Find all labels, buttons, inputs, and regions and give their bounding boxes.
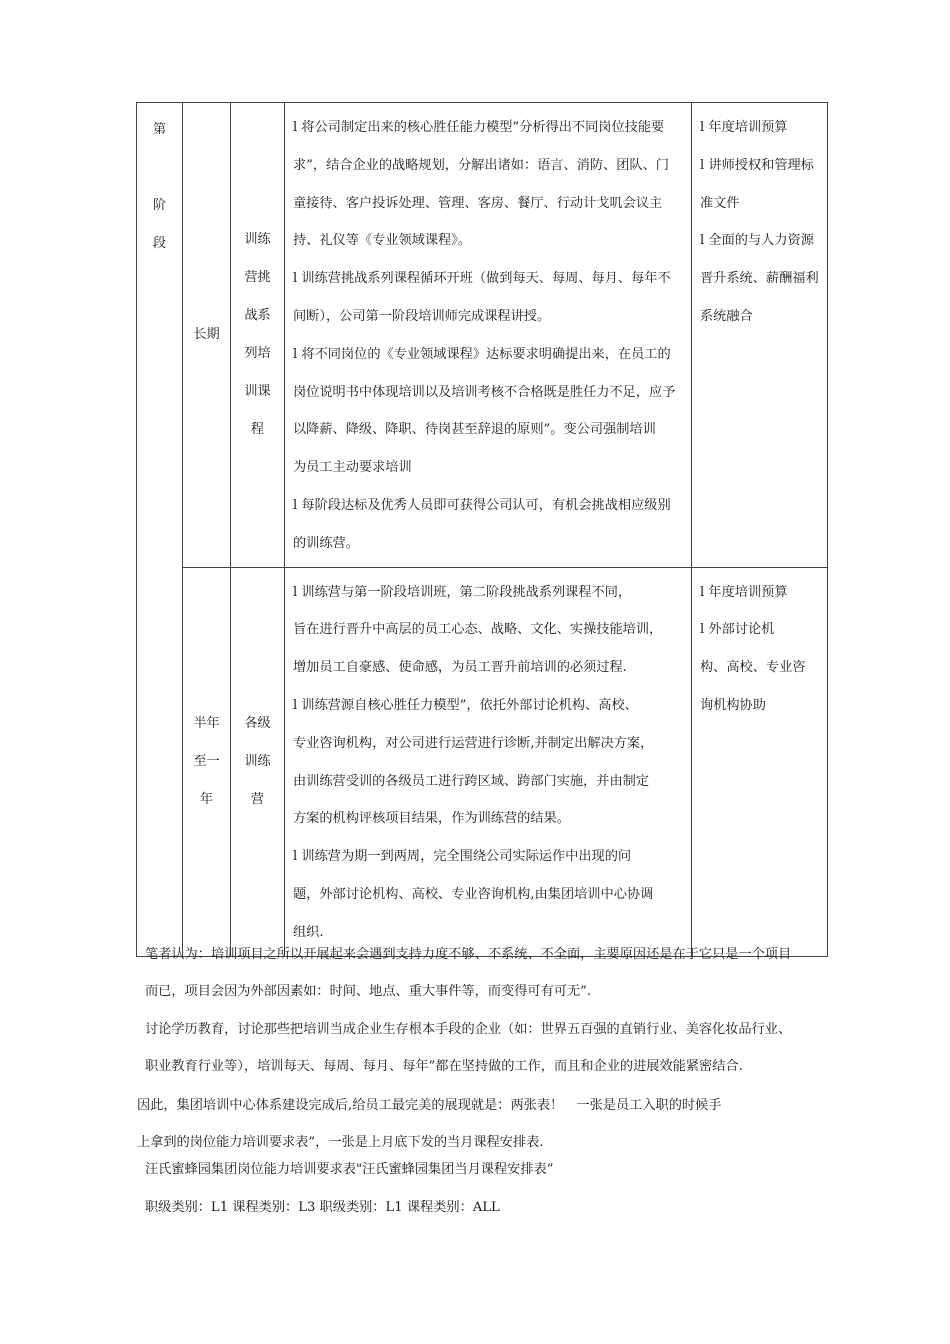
period-line: 年 (199, 791, 214, 807)
course-name-line: 训练 (244, 753, 271, 769)
content-line: l 训练营挑战系列课程循环开班（做到每天、每周、每月、每年不 (293, 271, 671, 287)
paragraph-author-view (145, 936, 835, 1010)
course-name-line: 营 (250, 791, 265, 807)
period-cell (183, 103, 231, 568)
content-line: 题，外部讨论机构、高校、专业咨询机构,由集团培训中心协调 (293, 886, 654, 902)
content-line: l 训练营为期一到两周，完全围绕公司实际运作中出现的问 (293, 849, 632, 865)
content-line: 以降薪、降级、降职、待岗甚至辞退的原则”。变公司强制培训 (293, 422, 656, 438)
paragraph-line: 职业教育行业等），培训每天、每周、每月、每年”都在坚持做的工作，而且和企业的进展效能紧密结合. (145, 1059, 743, 1074)
paragraph-line: 讨论学历教育，讨论那些把培训当成企业生存根本手段的企业（如：世界五百强的直销行业、美容化妆品行业、 (145, 1022, 792, 1037)
course-name-line: 程 (250, 421, 265, 437)
content-line: 童接待、客户投诉处理、管理、客房、餐厅、行动计戈叽会议主 (293, 195, 663, 211)
course-name-line: 营挑 (244, 269, 271, 285)
course-name-line: 训练 (244, 231, 271, 247)
course-name-line: 列培 (244, 345, 271, 361)
content-cell (285, 103, 692, 568)
content-line: 组织. (293, 924, 324, 940)
table-row (137, 567, 828, 956)
support-line: 准文件 (700, 195, 740, 211)
course-name-line: 战系 (244, 307, 271, 323)
content-line: l 训练营源自核心胜任力模型”，依托外部讨论机构、高校、 (293, 697, 638, 713)
stage-char: 第 (152, 122, 167, 137)
support-line: l 年度培训预算 (700, 584, 788, 600)
paragraph-line: 上拿到的岗位能力培训要求表”，一张是上月底下发的当月课程安排表. (137, 1135, 544, 1150)
content-line: l 将不同岗位的《专业领域课程》达标要求明确提出来，在员工的 (293, 346, 671, 362)
paragraph-category-line (145, 1196, 835, 1220)
support-line: l 讲师授权和管理标 (700, 157, 814, 173)
support-line: 构、高校、专业咨 (700, 660, 806, 676)
paragraph-education (145, 1011, 835, 1085)
content-line: l 每阶段达标及优秀人员即可获得公司认可，有机会挑战相应级别 (293, 497, 671, 513)
period-line: 至一 (193, 753, 220, 769)
paragraph-line: 笔者认为：培训项目之所以开展起来会遇到支持力度不够、不系统、不全面，主要原因还是在于它只是一个项目 (145, 947, 792, 962)
content-line: l 将公司制定出来的核心胜任能力模型”分析得出不同岗位技能要 (293, 120, 665, 135)
content-line: 为员工主动要求培训 (293, 460, 412, 476)
stage-char: 阶 (152, 198, 167, 213)
stage-cell (137, 103, 183, 957)
support-cell (692, 103, 828, 568)
period-line: 半年 (193, 715, 220, 731)
paragraph-line: 而已，项目会因为外部因素如：时间、地点、重大事件等，而变得可有可无”. (145, 984, 592, 999)
content-line: 专业咨询机构，对公司进行运营进行诊断,并制定出解决方案， (293, 735, 654, 751)
paragraph-line: 职级类别：L1 课程类别：L3 职级类别：L1 课程类别：ALL (145, 1200, 500, 1215)
support-line: l 年度培训预算 (700, 120, 788, 135)
course-name-cell (231, 103, 285, 568)
content-line: 求”，结合企业的战略规划，分解出诸如：语言、消防、团队、门 (293, 157, 669, 173)
paragraph-form-titles (145, 1158, 835, 1182)
content-line: l 训练营与第一阶段培训班，第二阶段挑战系列课程不同， (293, 584, 632, 600)
training-plan-table (136, 102, 828, 957)
course-name-line: 训课 (244, 383, 271, 399)
paragraph-conclusion (137, 1087, 827, 1161)
period-label: 长期 (193, 326, 220, 342)
support-cell (692, 567, 828, 956)
table-row (137, 103, 828, 568)
content-line: 的训练营。 (293, 535, 359, 551)
content-line: 间断），公司第一阶段培训师完成课程讲授。 (293, 308, 551, 324)
course-name-cell (231, 567, 285, 956)
support-line: 晋升系统、薪酬福利 (700, 271, 819, 287)
support-line: 询机构协助 (700, 697, 766, 713)
stage-char: 段 (152, 236, 167, 251)
content-line: 旨在进行晋升中高层的员工心态、战略、文化、实操技能培训， (293, 622, 663, 638)
content-line: 方案的机构评核项目结果，作为训练营的结果。 (293, 811, 570, 827)
period-cell (183, 567, 231, 956)
paragraph-line: 汪氏蜜蜂园集团岗位能力培训要求表"汪氏蜜蜂园集团当月课程安排表” (145, 1162, 554, 1177)
course-name-line: 各级 (244, 715, 271, 731)
content-line: 增加员工自豪感、使命感，为员工晋升前培训的必须过程. (293, 660, 627, 676)
support-line: 系统融合 (700, 308, 753, 324)
support-line: l 全面的与人力资源 (700, 233, 814, 249)
paragraph-line: 因此，集团培训中心体系建设完成后,给员工最完美的展现就是：两张表！ 一张是员工入职的时候手 (137, 1098, 722, 1113)
content-line: 岗位说明书中体现培训以及培训考核不合格既是胜任力不足，应予 (293, 384, 676, 400)
content-line: 由训练营受训的各级员工进行跨区域、跨部门实施，并由制定 (293, 773, 650, 789)
support-line: l 外部讨论机 (700, 622, 775, 638)
content-cell (285, 567, 692, 956)
content-line: 持、礼仪等《专业领域课程》。 (293, 233, 472, 249)
